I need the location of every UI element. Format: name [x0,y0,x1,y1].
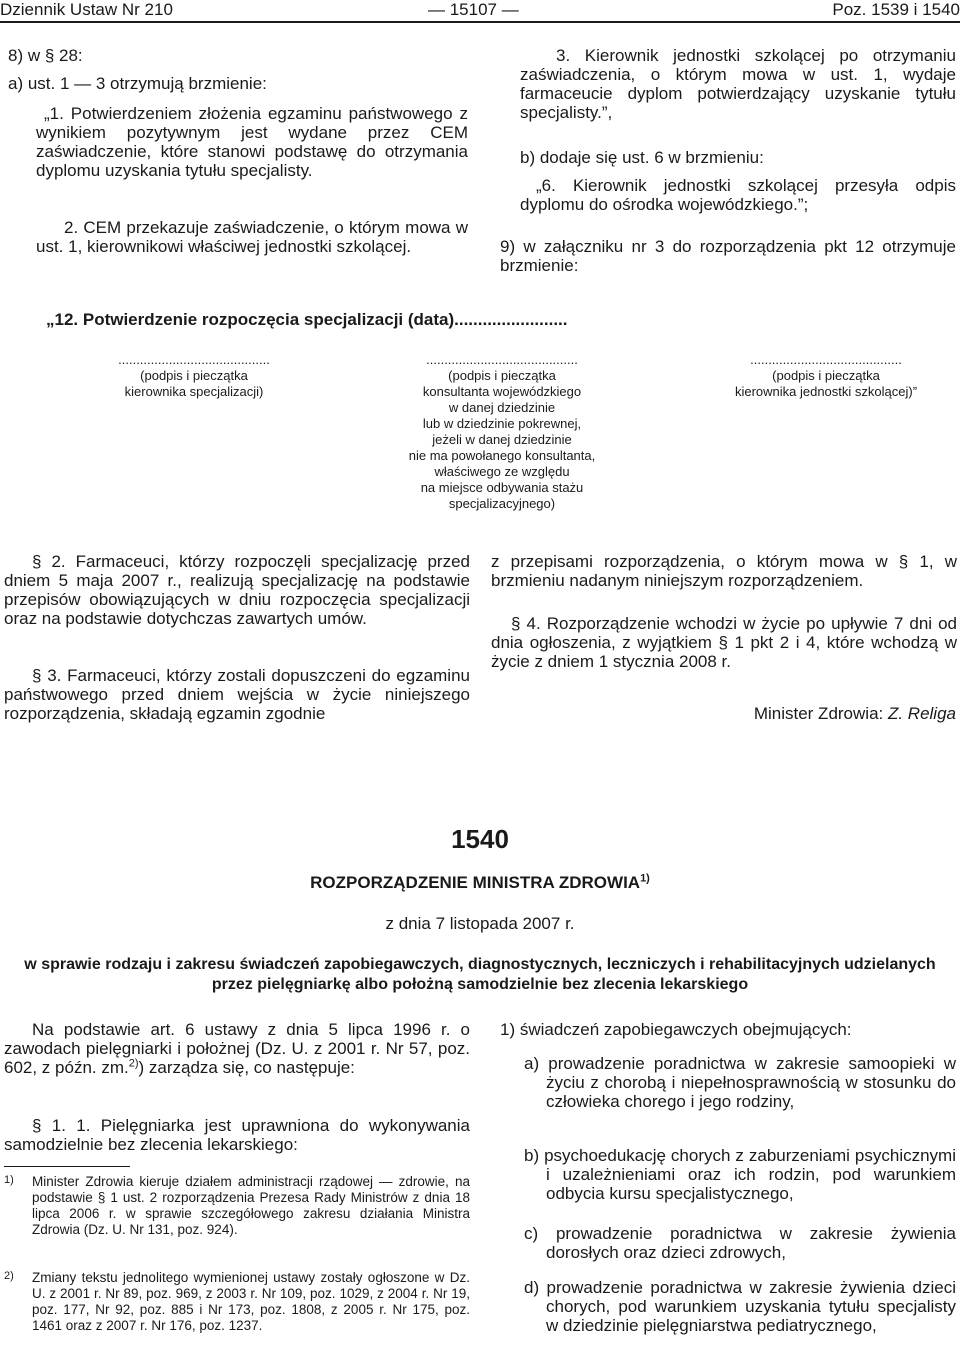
signature-caption: (podpis i pieczątka kierownika specjalizacji) [124,368,264,399]
footnote-text: Zmiany tekstu jednolitego wymienionej ustawy zostały ogłoszone w Dz. U. z 2001 r. Nr 89, poz. 969, z 2003 r. Nr 109, poz. 1029, z 2004 r. Nr 19, poz. 177, Nr 92, poz. 885 i Nr 173, poz. 1808, z 2005 r. Nr 175, poz. 1461 oraz z 2007 r. Nr 176, poz. 1237. [32,1270,470,1333]
amendment-ust-3: 3. Kierownik jednostki szkolącej po otrzymaniu zaświadczenia, o którym mowa w ust. 1, wydaje farmaceucie dyplom potwierdzający uzyskanie tytułu specjalisty.”, [520,46,956,122]
signature-block-2 [360,352,644,512]
footnote-number: 2) [4,1270,14,1282]
footnote-text: Minister Zdrowia kieruje działem administracji rządowej — zdrowie, na podstawie § 1 ust. 2 rozporządzenia Prezesa Rady Ministrów z dnia 18 lipca 2006 r. w sprawie szczegółowego zakresu działania Ministra Zdrowia (Dz. U. Nr 131, poz. 924). [32,1174,470,1237]
footnote-2 [4,1270,470,1334]
annex-item-12: „12. Potwierdzenie rozpoczęcia specjalizacji (data)........................ [46,310,568,329]
amendment-ust-1: „1. Potwierdzeniem złożenia egzaminu państwowego z wynikiem pozytywnym jest wydane przez CEM zaświadczenie, które stanowi podstawę do otrzymania dyplomu uzyskania tytułu specjalisty. [36,104,468,180]
signature-caption: (podpis i pieczątka konsultanta wojewódzkiego w danej dziedzinie lub w dziedzinie pokrewnej, jeżeli w danej dziedzinie nie ma powołanego konsultanta, właściwego ze względu na miejsce odbywania stażu specjalizacyjnego) [408,368,596,511]
signature-name: Z. Religa [887,704,956,723]
signature-block-3 [698,352,954,400]
act-title-footnote-ref: 1) [640,872,650,885]
legal-basis [4,1020,470,1077]
section-3-continued: z przepisami rozporządzenia, o którym mowa w § 1, w brzmieniu nadanym niniejszym rozporządzeniem. [491,552,957,590]
amendment-sub-a: a) ust. 1 — 3 otrzymują brzmienie: [8,74,267,93]
act-subject: w sprawie rodzaju i zakresu świadczeń zapobiegawczych, diagnostycznych, leczniczych i rehabilitacyjnych udzielanych przez pielęgniarkę albo położną samodzielnie bez zlecenia lekarskiego [24,956,936,993]
signature-block-1 [84,352,304,400]
amendment-point-8: 8) w § 28: [8,46,83,65]
act-title [0,873,960,893]
header-rule [0,21,960,23]
page-header [0,0,960,22]
act-title-text: ROZPORZĄDZENIE MINISTRA ZDROWIA [310,873,641,892]
footnote-1 [4,1174,470,1238]
section-3: § 3. Farmaceuci, którzy zostali dopuszczeni do egzaminu państwowego przed dniem wejścia w życie niniejszego rozporządzenia, składają egzamin zgodnie [4,666,470,723]
legal-basis-text: Na podstawie art. 6 ustawy z dnia 5 lipca 1996 r. o zawodach pielęgniarki i położnej (Dz. U. z 2001 r. Nr 57, poz. 602, z późn. zm. [4,1020,470,1077]
section-1: § 1. 1. Pielęgniarka jest uprawniona do wykonywania samodzielnie bez zlecenia lekarskiego: [4,1116,470,1154]
item-1: 1) świadczeń zapobiegawczych obejmujących: [500,1020,852,1039]
signature-line: .......................................... [118,352,270,367]
item-1a: a) prowadzenie poradnictwa w zakresie samoopieki w życiu z chorobą i niepełnosprawnością w stosunku do człowieka chorego i jego rodziny, [524,1054,956,1111]
signature-line: .......................................... [750,352,902,367]
amendment-sub-b: b) dodaje się ust. 6 w brzmieniu: [520,148,764,167]
item-1c: c) prowadzenie poradnictwa w zakresie żywienia dorosłych oraz dzieci zdrowych, [524,1224,956,1262]
section-2: § 2. Farmaceuci, którzy rozpoczęli specjalizację przed dniem 5 maja 2007 r., realizują specjalizację na podstawie przepisów obowiązujących w dniu rozpoczęcia specjalizacji oraz na podstawie dotychczas zawartych umów. [4,552,470,628]
signature-caption: (podpis i pieczątka kierownika jednostki szkolącej)” [734,368,918,399]
amendment-ust-6: „6. Kierownik jednostki szkolącej przesyła odpis dyplomu do ośrodka wojewódzkiego.”; [520,176,956,214]
item-1d: d) prowadzenie poradnictwa w zakresie żywienia dzieci chorych, pod warunkiem uzyskania tytułu specjalisty w dziedzinie pielęgniarstwa pediatrycznego, [524,1278,956,1335]
page-number: — 15107 — [428,0,519,19]
minister-signature [754,704,956,724]
signature-label: Minister Zdrowia: [753,704,888,723]
legal-basis-footnote-ref: 2) [128,1057,139,1070]
item-1b: b) psychoedukację chorych z zaburzeniami psychicznymi i uzależnieniami oraz ich rodzin, pod warunkiem odbycia kursu specjalistycznego, [524,1146,956,1203]
footnote-rule [4,1166,130,1167]
journal-title: Dziennik Ustaw Nr 210 [0,0,173,19]
position-range: Poz. 1539 i 1540 [832,0,960,19]
footnote-number: 1) [4,1174,14,1186]
signature-line: .......................................... [426,352,578,367]
act-date: z dnia 7 listopada 2007 r. [385,914,575,933]
section-4: § 4. Rozporządzenie wchodzi w życie po upływie 7 dni od dnia ogłoszenia, z wyjątkiem § 1 pkt 2 i 4, które wchodzą w życie z dniem 1 stycznia 2008 r. [491,614,957,671]
amendment-ust-2: 2. CEM przekazuje zaświadczenie, o którym mowa w ust. 1, kierownikowi właściwej jednostki szkolącej. [36,218,468,256]
amendment-point-9: 9) w załączniku nr 3 do rozporządzenia pkt 12 otrzymuje brzmienie: [500,237,956,275]
act-number: 1540 [451,824,509,854]
legal-basis-text-end: ) zarządza się, co następuje: [138,1058,355,1077]
